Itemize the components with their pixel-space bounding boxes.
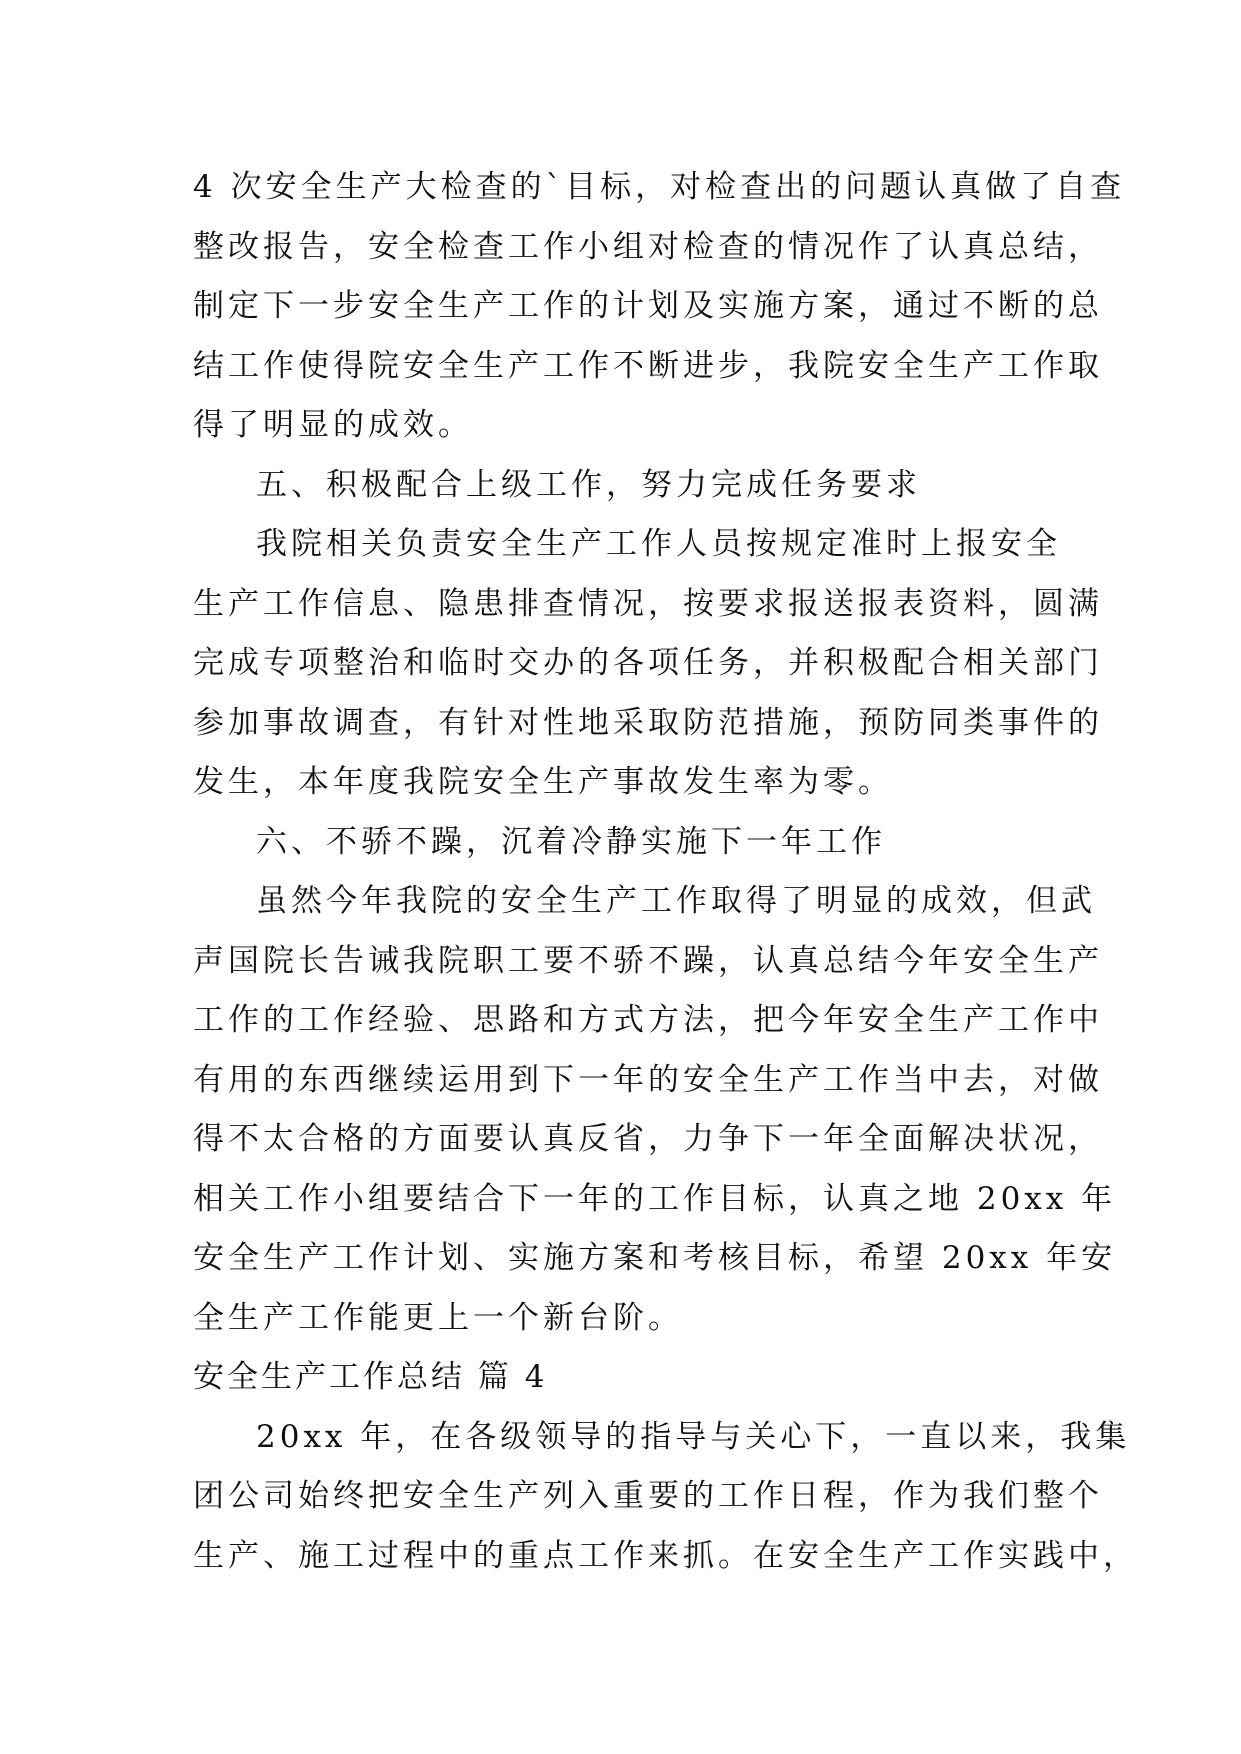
text-line: 虽然今年我院的安全生产工作取得了明显的成效，但武 (256, 883, 1096, 919)
text-line: 得了明显的成效。 (193, 407, 473, 443)
article-title: 安全生产工作总结 篇 4 (193, 1359, 548, 1395)
text-line: 结工作使得院安全生产工作不断进步，我院安全生产工作取 (193, 347, 1103, 384)
text-line: 4 次安全生产大检查的`目标，对检查出的问题认真做了自查 (193, 169, 1126, 205)
text-line: 完成专项整治和临时交办的各项任务，并积极配合相关部门 (193, 645, 1103, 681)
text-line: 生产工作信息、隐患排查情况，按要求报送报表资料，圆满 (193, 585, 1103, 622)
text-line: 得不太合格的方面要认真反省，力争下一年全面解决状况， (193, 1121, 1103, 1157)
text-line: 相关工作小组要结合下一年的工作目标，认真之地 20xx 年 (193, 1180, 1117, 1217)
text-line: 20xx 年，在各级领导的指导与关心下，一直以来，我集 (256, 1418, 1131, 1455)
text-line: 工作的工作经验、思路和方式方法，把今年安全生产工作中 (193, 1002, 1103, 1038)
text-line: 制定下一步安全生产工作的计划及实施方案，通过不断的总 (193, 288, 1103, 324)
text-line: 全生产工作能更上一个新台阶。 (193, 1299, 683, 1336)
text-line: 我院相关负责安全生产工作人员按规定准时上报安全 (256, 526, 1061, 562)
section-heading: 六、不骄不躁，沉着冷静实施下一年工作 (256, 823, 886, 860)
text-line: 参加事故调查，有针对性地采取防范措施，预防同类事件的 (193, 704, 1103, 741)
text-line: 团公司始终把安全生产列入重要的工作日程，作为我们整个 (193, 1478, 1103, 1514)
text-line: 声国院长告诫我院职工要不骄不躁，认真总结今年安全生产 (193, 942, 1103, 979)
text-line: 有用的东西继续运用到下一年的安全生产工作当中去，对做 (193, 1061, 1103, 1098)
section-heading: 五、积极配合上级工作，努力完成任务要求 (256, 466, 921, 503)
text-line: 发生，本年度我院安全生产事故发生率为零。 (193, 764, 893, 800)
text-line: 生产、施工过程中的重点工作来抓。在安全生产工作实践中， (193, 1537, 1138, 1574)
text-line: 整改报告，安全检查工作小组对检查的情况作了认真总结， (193, 228, 1103, 265)
text-line: 安全生产工作计划、实施方案和考核目标，希望 20xx 年安 (193, 1240, 1117, 1276)
